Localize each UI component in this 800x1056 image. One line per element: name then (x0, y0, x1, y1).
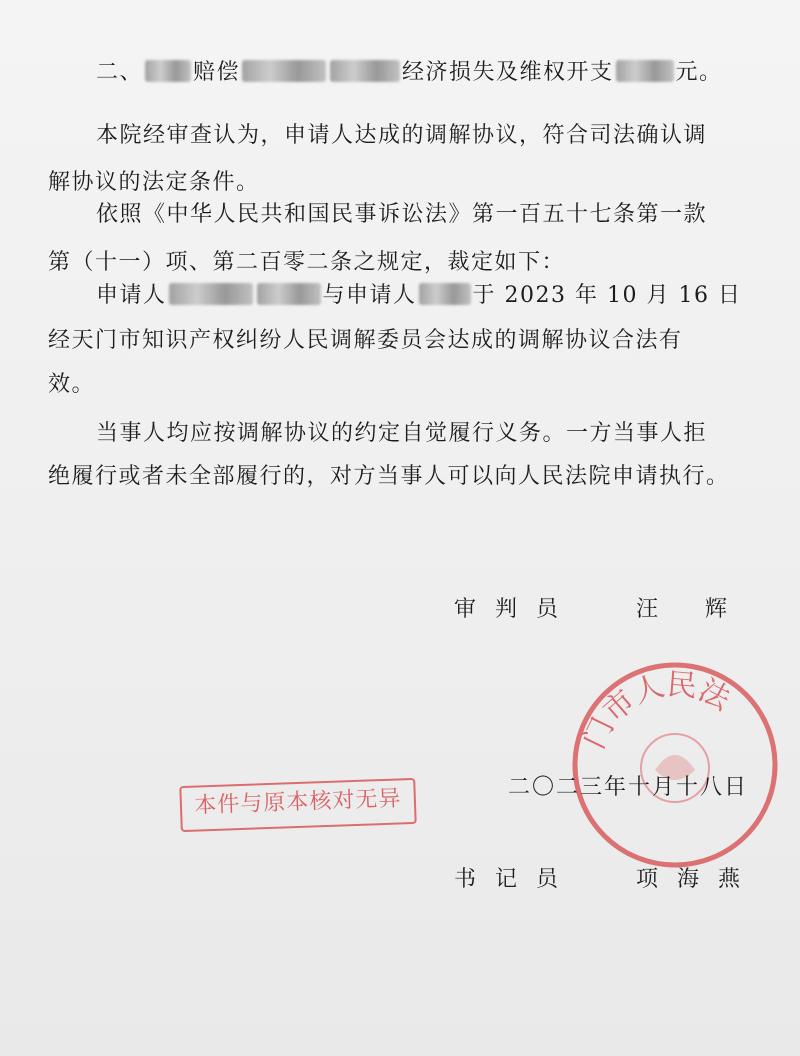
text-segment: 与申请人 (322, 283, 417, 308)
redacted-name (257, 283, 321, 305)
clerk-name: 项 海 燕 (636, 867, 746, 892)
svg-text:门市人民法 (577, 667, 737, 754)
redacted-amount (616, 60, 674, 82)
paragraph-line: 绝履行或者未全部履行的，对方当事人可以向人民法院申请执行。 (48, 464, 730, 489)
paragraph-line: 依照《中华人民共和国民事诉讼法》第一百五十七条第一款 (96, 202, 708, 227)
text-segment: 于 2023 年 10 月 16 日 (472, 283, 742, 308)
text-segment: 申请人 (96, 283, 167, 308)
item-number: 二、 (96, 60, 144, 85)
ruling-paragraph (96, 281, 741, 311)
court-seal (560, 650, 790, 880)
redacted-name (242, 60, 326, 82)
ruling-date: 二〇二三年十月十八日 (508, 775, 749, 800)
paragraph-line: 解协议的法定条件。 (48, 170, 260, 195)
paragraph-line: 当事人均应按调解协议的约定自觉履行义务。一方当事人拒 (96, 421, 708, 446)
paragraph-line: 第（十一）项、第二百零二条之规定，裁定如下： (48, 250, 566, 275)
text-segment: 元。 (675, 60, 723, 85)
redacted-name (330, 60, 400, 82)
paragraph-line: 经天门市知识产权纠纷人民调解委员会达成的调解协议合法有 (48, 328, 683, 353)
redacted-name (169, 283, 253, 305)
judge-title: 审 判 员 (454, 597, 564, 622)
text-segment: 赔偿 (193, 60, 241, 85)
text-segment: 经济损失及维权开支 (402, 60, 614, 85)
redacted-name (419, 283, 471, 305)
clerk-title: 书 记 员 (454, 867, 564, 892)
redacted-name (145, 60, 191, 82)
seal-text: 门市人民法 (576, 667, 736, 755)
ruling-item-2 (96, 58, 723, 88)
paragraph-line: 效。 (48, 372, 96, 397)
judge-name: 汪 辉 (636, 597, 733, 622)
paragraph-line: 本院经审查认为，申请人达成的调解协议，符合司法确认调 (96, 123, 708, 148)
copy-verified-stamp: 本件与原本核对无异 (179, 778, 416, 832)
